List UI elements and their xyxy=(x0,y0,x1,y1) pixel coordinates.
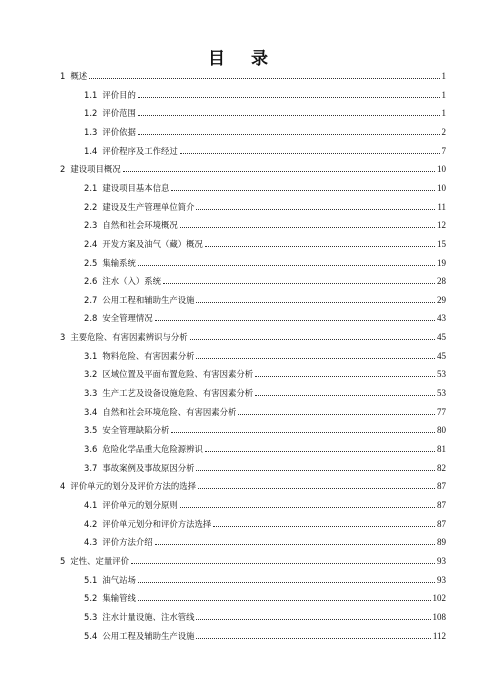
toc-dot-leader xyxy=(138,114,440,116)
toc-entry-number: 3.5 xyxy=(84,425,98,436)
toc-entry-number: 1 xyxy=(60,71,66,81)
toc-section-entry[interactable] xyxy=(84,120,446,138)
toc-entry-number: 3.7 xyxy=(84,462,98,473)
toc-dot-leader xyxy=(131,562,435,564)
toc-section-entry[interactable] xyxy=(84,605,446,623)
toc-section-entry[interactable] xyxy=(84,269,446,287)
toc-entry-number: 2.4 xyxy=(84,238,98,249)
toc-entry-number: 3.2 xyxy=(84,369,98,380)
toc-section-entry[interactable] xyxy=(84,456,446,474)
toc-entry-title: 自然和社会环境概况 xyxy=(102,220,178,231)
toc-entry-page-number: 15 xyxy=(437,238,446,249)
toc-entry-page-number: 108 xyxy=(432,611,446,622)
toc-entry-title: 评价范围 xyxy=(102,108,136,119)
toc-entry-number: 5 xyxy=(60,555,66,566)
toc-section-entry[interactable] xyxy=(84,344,446,362)
toc-entry-page-number: 53 xyxy=(437,369,446,380)
toc-entry-title: 注水计量设施、注水管线 xyxy=(102,611,195,622)
toc-entry-page-number: 1 xyxy=(441,71,446,81)
toc-entry-number: 4.2 xyxy=(84,518,98,529)
toc-entry-number: 2.2 xyxy=(84,201,98,212)
toc-entry-title: 评价单元的划分原则 xyxy=(102,499,178,510)
toc-entry-page-number: 81 xyxy=(437,444,446,454)
toc-section-entry[interactable] xyxy=(84,195,446,213)
toc-entry-number: 2.5 xyxy=(84,257,98,268)
toc-dot-leader xyxy=(171,431,435,433)
toc-chapter-entry[interactable] xyxy=(60,157,446,175)
toc-entry-title: 物料危险、有害因素分析 xyxy=(102,350,195,361)
toc-entry-title: 自然和社会环境危险、有害因素分析 xyxy=(102,406,237,417)
toc-entry-page-number: 77 xyxy=(437,406,446,417)
toc-entry-page-number: 2 xyxy=(441,126,446,137)
toc-entry-number: 2.3 xyxy=(84,220,98,231)
toc-chapter-entry[interactable] xyxy=(60,474,446,492)
toc-entry-title: 公用工程及辅助生产设施 xyxy=(102,630,195,641)
toc-section-entry[interactable] xyxy=(84,83,446,101)
toc-dot-leader xyxy=(138,264,435,266)
toc-entry-title: 安全管理缺陷分析 xyxy=(102,425,170,436)
toc-section-entry[interactable] xyxy=(84,568,446,586)
toc-section-entry[interactable] xyxy=(84,418,446,436)
toc-entry-page-number: 93 xyxy=(437,574,446,585)
toc-entry-number: 3.6 xyxy=(84,444,98,454)
toc-section-entry[interactable] xyxy=(84,512,446,530)
page-title: 目 录 xyxy=(208,49,278,69)
toc-chapter-entry[interactable] xyxy=(60,325,446,343)
toc-entry-number: 1.1 xyxy=(84,89,98,100)
toc-chapter-entry[interactable] xyxy=(60,64,446,82)
toc-section-entry[interactable] xyxy=(84,213,446,231)
toc-entry-page-number: 45 xyxy=(437,350,446,361)
toc-section-entry[interactable] xyxy=(84,176,446,194)
toc-entry-title: 生产工艺及设备设施危险、有害因素分析 xyxy=(102,388,254,399)
toc-dot-leader xyxy=(198,487,435,489)
toc-entry-page-number: 53 xyxy=(437,388,446,399)
toc-entry-number: 4.1 xyxy=(84,499,98,510)
toc-chapter-entry[interactable] xyxy=(60,549,446,567)
toc-entry-number: 4 xyxy=(60,481,66,492)
toc-entry-title: 公用工程和辅助生产设施 xyxy=(102,294,195,305)
toc-entry-page-number: 87 xyxy=(437,481,446,492)
toc-entry-number: 3.1 xyxy=(84,350,98,361)
toc-entry-title: 危险化学品重大危险源辨识 xyxy=(102,444,203,454)
toc-dot-leader xyxy=(180,226,435,228)
toc-entry-number: 2 xyxy=(60,164,66,175)
toc-entry-title: 概述 xyxy=(70,71,88,81)
toc-section-entry[interactable] xyxy=(84,530,446,548)
toc-dot-leader xyxy=(138,133,440,135)
toc-entry-title: 注水（入）系统 xyxy=(102,276,161,287)
toc-dot-leader xyxy=(89,77,439,79)
toc-dot-leader xyxy=(138,581,435,583)
toc-dot-leader xyxy=(123,170,435,172)
toc-entry-title: 评价方法介绍 xyxy=(102,537,153,548)
toc-entry-title: 建设项目基本信息 xyxy=(102,182,170,193)
toc-section-entry[interactable] xyxy=(84,586,446,604)
toc-dot-leader xyxy=(155,543,435,545)
toc-entry-page-number: 102 xyxy=(432,593,446,604)
toc-dot-leader xyxy=(138,599,431,601)
toc-entry-title: 建设项目概况 xyxy=(70,164,121,175)
toc-section-entry[interactable] xyxy=(84,381,446,399)
toc-dot-leader xyxy=(163,282,435,284)
toc-section-entry[interactable] xyxy=(84,232,446,250)
toc-entry-title: 区域位置及平面布置危险、有害因素分析 xyxy=(102,369,254,380)
toc-entry-title: 集输管线 xyxy=(102,593,136,604)
toc-entry-page-number: 82 xyxy=(437,462,446,473)
toc-entry-number: 5.2 xyxy=(84,593,98,604)
toc-entry-number: 2.6 xyxy=(84,276,98,287)
toc-entry-number: 4.3 xyxy=(84,537,98,548)
toc-entry-number: 2.8 xyxy=(84,313,98,324)
toc-entry-title: 油气站场 xyxy=(102,574,136,585)
toc-dot-leader xyxy=(180,506,435,508)
toc-dot-leader xyxy=(238,413,435,415)
toc-entry-number: 2.7 xyxy=(84,294,98,305)
toc-section-entry[interactable] xyxy=(84,139,446,157)
toc-dot-leader xyxy=(196,618,430,620)
toc-dot-leader xyxy=(180,152,440,154)
toc-section-entry[interactable] xyxy=(84,306,446,324)
toc-dot-leader xyxy=(138,96,440,98)
toc-section-entry[interactable] xyxy=(84,101,446,119)
toc-section-entry[interactable] xyxy=(84,400,446,418)
toc-dot-leader xyxy=(196,357,435,359)
toc-entry-page-number: 93 xyxy=(437,555,446,566)
toc-entry-title: 评价依据 xyxy=(102,126,136,137)
toc-entry-title: 评价程序及工作经过 xyxy=(102,145,178,156)
toc-section-entry[interactable] xyxy=(84,251,446,269)
toc-entry-page-number: 11 xyxy=(437,201,446,212)
toc-entry-page-number: 19 xyxy=(437,257,446,268)
toc-dot-leader xyxy=(196,208,435,210)
toc-section-entry[interactable] xyxy=(84,624,446,642)
toc-section-entry[interactable] xyxy=(84,288,446,306)
toc-entry-page-number: 87 xyxy=(437,518,446,529)
toc-entry-page-number: 29 xyxy=(437,294,446,305)
toc-entry-title: 评价目的 xyxy=(102,89,136,100)
toc-entry-page-number: 80 xyxy=(437,425,446,436)
toc-entry-number: 1.4 xyxy=(84,145,98,156)
toc-dot-leader xyxy=(171,189,435,191)
toc-entry-number: 2.1 xyxy=(84,182,98,193)
toc-entry-number: 3.3 xyxy=(84,388,98,399)
toc-entry-number: 5.3 xyxy=(84,611,98,622)
toc-entry-title: 建设及生产管理单位简介 xyxy=(102,201,195,212)
toc-entry-title: 评价单元的划分及评价方法的选择 xyxy=(70,481,196,492)
toc-dot-leader xyxy=(196,301,435,303)
toc-entry-title: 安全管理情况 xyxy=(102,313,153,324)
toc-entry-page-number: 1 xyxy=(441,108,446,119)
toc-dot-leader xyxy=(255,375,435,377)
toc-entry-page-number: 10 xyxy=(437,164,446,175)
toc-entry-page-number: 28 xyxy=(437,276,446,287)
toc-entry-page-number: 43 xyxy=(437,313,446,324)
toc-entry-page-number: 1 xyxy=(441,89,446,100)
toc-entry-title: 集输系统 xyxy=(102,257,136,268)
toc-entry-page-number: 89 xyxy=(437,537,446,548)
toc-dot-leader xyxy=(196,637,430,639)
toc-entry-page-number: 10 xyxy=(437,182,446,193)
toc-entry-number: 1.2 xyxy=(84,108,98,119)
toc-entry-number: 3.4 xyxy=(84,406,98,417)
toc-entry-title: 定性、定量评价 xyxy=(70,555,129,566)
toc-entry-page-number: 7 xyxy=(441,145,446,156)
toc-section-entry[interactable] xyxy=(84,362,446,380)
toc-entry-number: 1.3 xyxy=(84,126,98,137)
toc-entry-number: 5.4 xyxy=(84,630,98,641)
toc-entry-page-number: 112 xyxy=(432,630,446,641)
toc-dot-leader xyxy=(205,245,435,247)
toc-entry-number: 5.1 xyxy=(84,574,98,585)
toc-entry-page-number: 45 xyxy=(437,332,446,343)
toc-entry-number: 3 xyxy=(60,332,66,343)
toc-entry-title: 主要危险、有害因素辨识与分析 xyxy=(70,332,188,343)
toc-entry-page-number: 12 xyxy=(437,220,446,231)
toc-dot-leader xyxy=(255,394,435,396)
toc-entry-title: 评价单元划分和评价方法选择 xyxy=(102,518,212,529)
toc-entry-title: 开发方案及油气（藏）概况 xyxy=(102,238,203,249)
toc-entry-title: 事故案例及事故原因分析 xyxy=(102,462,195,473)
toc-dot-leader xyxy=(190,338,435,340)
toc-entry-page-number: 87 xyxy=(437,499,446,510)
toc-dot-leader xyxy=(205,450,435,452)
toc-section-entry[interactable] xyxy=(84,493,446,511)
toc-section-entry[interactable] xyxy=(84,437,446,455)
toc-dot-leader xyxy=(196,469,435,471)
toc-dot-leader xyxy=(155,319,435,321)
toc-dot-leader xyxy=(213,525,435,527)
